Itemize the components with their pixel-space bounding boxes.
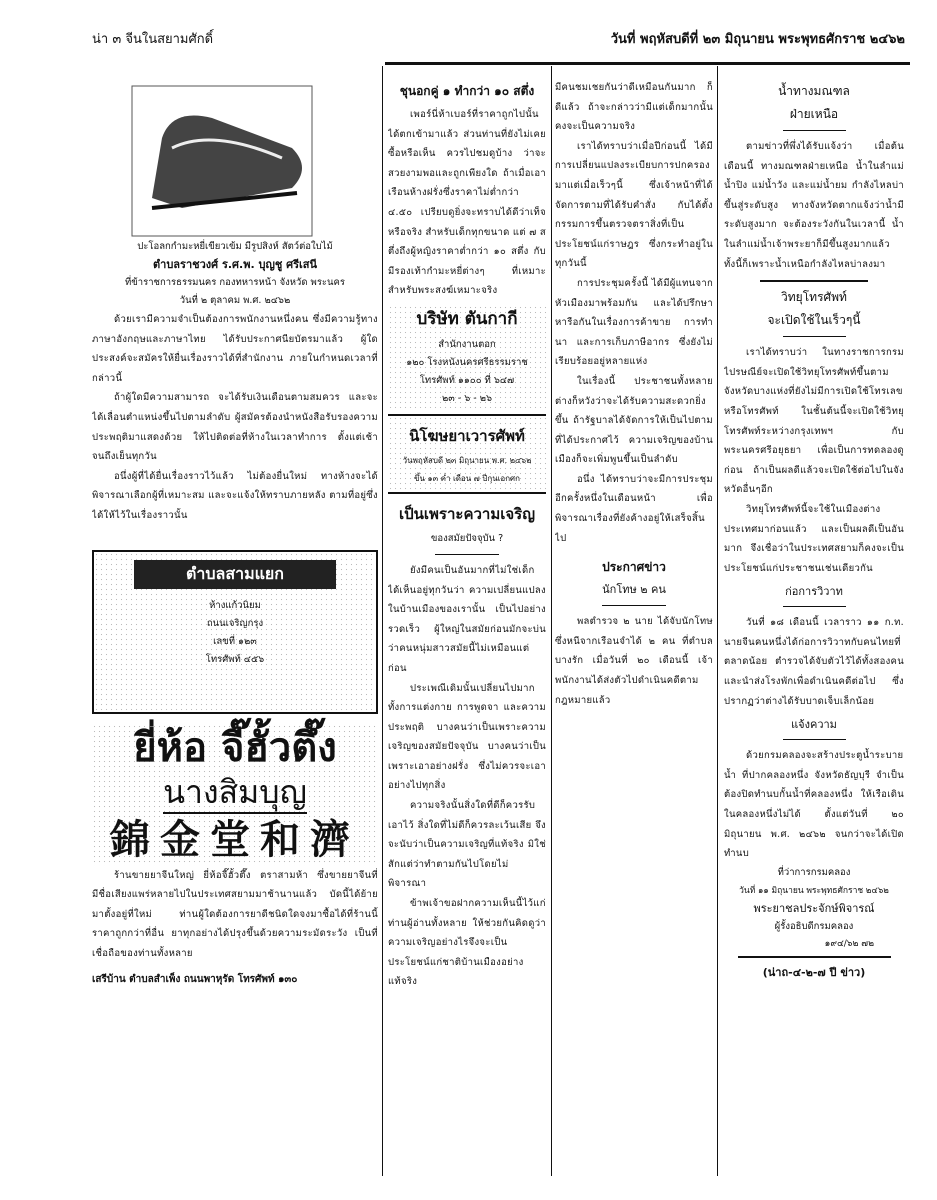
paragraph: อนึ่ง ได้ทราบว่าจะมีการประชุมอีกครั้งหนึ่งในเดือนหน้า เพื่อพิจารณาเรื่องที่ยังค้างอยู่ให้เสร็จสิ้นไป [555, 473, 713, 544]
notice-signatory-title: ผู้รั้งอธิบดีกรมคลอง [774, 920, 854, 932]
shop-advertisement [92, 550, 378, 714]
divider [738, 956, 891, 958]
caption-date: วันที่ ๒ ตุลาคม พ.ศ. ๒๔๖๒ [179, 295, 291, 306]
divider [783, 739, 846, 740]
headline-shoes: ชุนอกคู่ ๑ ทำกว่า ๑๐ สตึ่ง [399, 84, 535, 98]
divider [783, 130, 846, 131]
paragraph: วิทยุโทรศัพท์นี้จะใช้ในเมืองต่างประเทศมาก่อนแล้ว และเป็นผลดีเป็นอันมาก จึงเชื่อว่าในประเทศสยามก็คงจะเป็นประโยชน์แก่ประชาชนเช่นเดียวกัน [724, 503, 904, 574]
column-divider [551, 66, 552, 1176]
subheadline: นักโทษ ๒ คน [602, 583, 666, 597]
headline-progress: เป็นเพราะความเจริญ [399, 504, 535, 523]
calendar-line: วันพฤหัสบดี ๒๓ มิถุนายน พ.ศ. ๒๔๖๒ [402, 455, 532, 465]
paragraph: การประชุมครั้งนี้ ได้มีผู้แทนจากหัวเมืองมาพร้อมกัน และได้ปรึกษาหารือกันในเรื่องการค้าขาย การทำนา และการเก็บภาษีอากร ซึ่งยังไม่เรียบร้อยอยู่หลายแห่ง [555, 277, 713, 368]
header-rule [385, 62, 910, 65]
caption-address: ที่ข้าราชการธรรมนคร กองทหารหน้า จังหวัด พระนคร [125, 277, 345, 288]
divider [760, 280, 868, 282]
calendar-line: ขึ้น ๑๓ ค่ำ เดือน ๗ ปีกุนเอกศก [414, 473, 520, 483]
paragraph: ด้วยกรมคลองจะสร้างประตูน้ำระบายน้ำ ที่ปากคลองหนึ่ง จังหวัดธัญบุรี จำเป็นต้องปิดทำนบกั้นน้ำที่คลองหนึ่ง ให้เรือเดินในคลองหนึ่งไม่ได้ ตั้งแต่วันที่ ๒๐ มิถุนายน พ.ศ. ๒๔๖๒ จนกว่าจะได้เปิดทำนบ [724, 750, 904, 860]
divider [602, 605, 665, 606]
paragraph: ถ้าผู้ใดมีความสามารถ จะได้รับเงินเดือนตามสมควร และจะได้เลื่อนตำแหน่งขึ้นไปตามลำดับ ผู้สมัครต้องนำหนังสือรับรองความประพฤติมาแสดงด้วย ให้ไปติดต่อที่ห้างในเวลาทำการ ตั้งแต่เช้าจนถึงเย็นทุกวัน [92, 392, 378, 463]
headline-radio: วิทยุโทรศัพท์ [781, 290, 847, 305]
page-number-header: น่า ๓ จีนในสยามศักดิ์ [92, 32, 214, 47]
divider [783, 606, 846, 607]
paragraph: ตามข่าวที่พึ่งได้รับแจ้งว่า เมื่อต้นเดือนนี้ ทางมณฑลฝ่ายเหนือ น้ำในลำแม่น้ำปิง แม่น้ำวัง และแม่น้ำยม กำลังไหลบ่าขึ้นสู่ระดับสูง ทางจังหวัดตากแจ้งว่าน้ำมีระดับสูงมาก จะต้องระวังกันในเวลานี้ น้ำในลำแม่น้ำเจ้าพระยาก็มีขึ้นสูงมากแล้ว ทั้งนี้ก็เพราะน้ำเหนือกำลังไหลบ่าลงมา [724, 141, 904, 270]
ad-footer: เสรีบ้าน ตำบลสำเพ็ง ถนนพาหุรัด โทรศัพท์ ๑๓๐ [92, 973, 298, 985]
notice-place: ที่ว่าการกรมคลอง [777, 866, 851, 878]
divider [783, 336, 846, 337]
ad-line: เลขที่ ๑๒๓ [213, 635, 257, 647]
paragraph: ในเรื่องนี้ ประชาชนทั้งหลายต่างก็หวังว่าจะได้รับความสะดวกยิ่งขึ้น ถ้ารัฐบาลได้จัดการให้เป็นไปตามที่ได้ประกาศไว้ ความเจริญของบ้านเมืองก็จะเพิ่มพูนขึ้นเป็นลำดับ [555, 375, 713, 466]
headline-prisoners: ประกาศข่าว [602, 560, 666, 575]
brand-thai: ยี่ห้อ จี๊ฮั้วตึ๊ง [133, 724, 337, 771]
paragraph: มีคนชมเชยกันว่าดีเหมือนกันมาก ก็ดีแล้ว ถ้าจะกล่าวว่ามีแต่เด็กมากนั้นคงจะเป็นความจริง [555, 82, 713, 133]
column-divider [717, 66, 718, 1176]
notice-reference: ๑๙๔/๖๒ ๗๒ [824, 938, 874, 949]
divider [435, 554, 498, 555]
illustration-caption: ปะโอลกกำมะหยี่เขียวเข้ม มีรูปสิงห์ สัตว์ต่อใบไม้ [137, 241, 333, 252]
headline-notice: แจ้งความ [791, 718, 837, 732]
paragraph: วันที่ ๑๘ เดือนนี้ เวลาราว ๑๑ ก.ท. นายจีนคนหนึ่งได้ก่อการวิวาทกับคนไทยที่ตลาดน้อย ตำรวจได้จับตัวไว้ได้ทั้งสองคน และนำส่งโรงพักเพื่อดำเนินคดีต่อไป ซึ่งปรากฏว่าต่างได้รับบาดเจ็บเล็กน้อย [724, 617, 904, 707]
issue-date-header: วันที่ พฤหัสบดีที่ ๒๓ มิถุนายน พระพุทธศักราช ๒๔๖๒ [610, 32, 905, 47]
paragraph: เราได้ทราบว่า ในทางราชการกรมไปรษณีย์จะเปิดใช้วิทยุโทรศัพท์ขึ้นตามจังหวัดบางแห่งที่ยังไม่มีการเปิดใช้โทรเลขหรือโทรศัพท์ ในชั้นต้นนี้จะเปิดใช้วิทยุโทรศัพท์ระหว่างกรุงเทพฯ กับพระนครศรีอยุธยา เพื่อเป็นการทดลองดูก่อน ถ้าเป็นผลดีแล้วจะเปิดใช้ต่อไปในจังหวัดอื่นๆอีก [724, 347, 904, 496]
shoe-illustration-icon [92, 78, 378, 238]
subheadline: ของสมัยปัจจุบัน ? [430, 532, 504, 544]
company-line: โทรศัพท์ ๑๑๐๐ ที่ ๖๔๗ [419, 374, 515, 386]
paragraph: ด้วยเรามีความจำเป็นต้องการพนักงานหนึ่งคน ซึ่งมีความรู้ทางภาษาอังกฤษและภาษาไทย ได้รับประกาศนียบัตรมาแล้ว ผู้ใดประสงค์จะสมัครให้ยื่นเรื่องราวได้ที่สำนักงาน ภายในกำหนดเวลาที่กล่าวนี้ [92, 314, 378, 384]
headline-flood: น้ำทางมณฑล [778, 84, 850, 98]
caption-name: ตำบลราชวงศ์ ร.ศ.พ. บุญชู ศรีเสนี [153, 258, 317, 271]
ad-line: ห้างแก้วนิยม [209, 599, 261, 611]
brand-chinese: 錦金堂和濟 [110, 816, 360, 863]
company-name: บริษัท ตันกากี [416, 308, 518, 329]
pharmacy-advertisement [92, 724, 378, 866]
ad-title: ตำบลสามแยก [134, 560, 336, 589]
notice-date: วันที่ ๑๑ มิถุนายน พระพุทธศักราช ๒๔๖๒ [739, 885, 889, 896]
notice-signatory: พระยาชลประจักษ์พิจารณ์ [753, 901, 875, 915]
column-1 [92, 78, 378, 1168]
brand-name: นางสิมบุญ [163, 772, 307, 814]
column-2 [388, 78, 546, 1173]
paragraph: ข้าพเจ้าขอฝากความเห็นนี้ไว้แก่ท่านผู้อ่านทั้งหลาย ให้ช่วยกันคิดดูว่า ความเจริญอย่างไรจึงจะเป็นประโยชน์แก่ชาติบ้านเมืองอย่างแท้จริง [388, 898, 546, 988]
end-note: (น่าถ-๔-๒-๗ ปี ข่าว) [762, 965, 866, 979]
company-line: ๑๒๐ โรงหนังนครศรีธรรมราช [406, 356, 528, 368]
company-line: สำนักงานตอก [438, 338, 496, 350]
paragraph: ความจริงนั้นสิ่งใดที่ดีก็ควรรับเอาไว้ สิ่งใดที่ไม่ดีก็ควรละเว้นเสีย จึงจะนับว่าเป็นความเจริญที่แท้จริง มิใช่สักแต่ว่าทำตามกันไปโดยไม่พิจารณา [388, 800, 546, 890]
paragraph: พลตำรวจ ๒ นาย ได้จับนักโทษซึ่งหนีจากเรือนจำได้ ๒ คน ที่ตำบลบางรัก เมื่อวันที่ ๒๐ เดือนนี้ เจ้าพนักงานได้ส่งตัวไปดำเนินคดีตามกฎหมายแล้ว [555, 616, 713, 706]
pharmacy-ad-text: ร้านขายยาจีนใหญ่ ยี่ห้อจี๊ฮั้วตึ๊ง ตราสามห้า ซึ่งขายยาจีนที่มีชื่อเสียงแพร่หลายไปในประเทศสยามมาช้านานแล้ว บัดนี้ได้ย้ายมาตั้งอยู่ที่ใหม่ ท่านผู้ใดต้องการยาดีชนิดใดจงมาซื้อได้ที่ร้านนี้ ราคาถูกกว่าที่อื่น ยาทุกอย่างได้ปรุงขึ้นด้วยความระมัดระวัง เป็นที่เชื่อถือของท่านทั้งหลาย [92, 869, 378, 959]
column-divider [382, 66, 383, 1176]
headline-flood-sub: ฝ่ายเหนือ [789, 107, 839, 121]
paragraph: เพอร์นี่ห้าเบอร์ที่ราคาถูกไปนั้นได้ตกเข้ามาแล้ว ส่วนท่านที่ยังไม่เคยซื้อหรือเห็น ควรไปชมดูบ้าง ว่าจะสวยงามพอและถูกเพียงใด ถ้าเมื่อเอาเรือนห้างฝรั่งซึ่งราคาไม่ต่ำกว่า ๔.๕๐ เปรียบดูยิ่งจะทราบได้ดีว่าเท็จหรือจริง สำหรับเด็กทุกขนาด แต่ ๗ สตึ่งถึงผู้หญิงราคาต่ำกว่า ๑๐ สตึ่ง กับมีรองเท้ากำมะหยี่ต่างๆ ที่เหมาะสำหรับพระสงฆ์เหมาะจริง [388, 109, 546, 297]
paragraph: เราได้ทราบว่าเมื่อปีก่อนนี้ ได้มีการเปลี่ยนแปลงระเบียบการปกครองมาแต่เมื่อเร็วๆนี้ ซึ่งเจ้าหน้าที่ได้จัดการตามที่ได้รับคำสั่ง กับได้ตั้งกรรมการขึ้นตรวจตราสิ่งที่เป็นประโยชน์แก่ราษฎร ซึ่งกระทำอยู่ในทุกวันนี้ [555, 140, 713, 270]
illustration [92, 78, 378, 238]
ad-line: โทรศัพท์ ๔๕๖ [205, 653, 265, 665]
paragraph: ประเพณีเดิมนั้นเปลี่ยนไปมาก ทั้งการแต่งกาย การพูดจา และความประพฤติ บางคนว่าเป็นเพราะความเจริญของสมัยปัจจุบัน บางคนว่าเป็นเพราะเอาอย่างฝรั่ง ซึ่งไม่ควรจะเอาอย่างไปทุกสิ่ง [388, 682, 546, 792]
column-4 [724, 78, 904, 1173]
column-3 [555, 78, 713, 1173]
headline-quarrel: ก่อการวิวาท [785, 585, 843, 599]
calendar-title: นิโฆษยาเวารศัพท์ [409, 426, 525, 445]
company-line: ๒๓ - ๖ - ๒๖ [441, 392, 492, 404]
paragraph: อนึ่งผู้ที่ได้ยื่นเรื่องราวไว้แล้ว ไม่ต้องยื่นใหม่ ทางห้างจะได้พิจารณาเลือกผู้ที่เหมาะสม และจะแจ้งให้ทราบภายหลัง ตามที่อยู่ซึ่งได้ให้ไว้ในเรื่องราวนั้น [92, 470, 378, 521]
company-block [388, 305, 546, 408]
calendar-box [388, 414, 546, 494]
headline-radio-sub: จะเปิดใช้ในเร็วๆนี้ [767, 313, 861, 328]
ad-line: ถนนเจริญกรุง [206, 617, 264, 629]
paragraph: ยังมีคนเป็นอันมากที่ไม่ใช่เด็กได้เห็นอยู่ทุกวันว่า ความเปลี่ยนแปลงในบ้านเมืองของเรานั้น เป็นไปอย่างรวดเร็ว ผู้ใหญ่ในสมัยก่อนมักจะบ่นว่าคนหนุ่มสาวสมัยนี้ไม่เหมือนแต่ก่อน [388, 564, 546, 674]
